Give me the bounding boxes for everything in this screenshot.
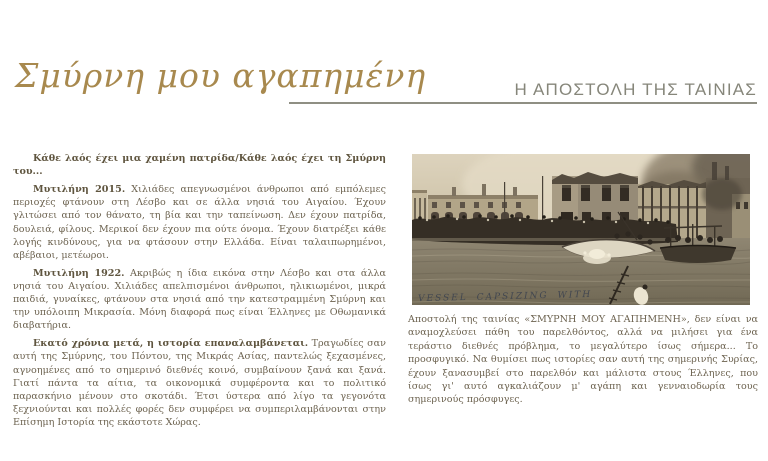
paragraph-lead: Μυτιλήνη 1922. bbox=[33, 267, 125, 279]
paragraph-mytilini-2015 bbox=[13, 183, 386, 262]
photo-illustration bbox=[412, 154, 750, 305]
historical-photo bbox=[412, 154, 750, 305]
page-title-script: Σμύρνη μου αγαπημένη bbox=[15, 56, 427, 95]
left-text-column bbox=[13, 152, 386, 434]
photo-handwritten-caption: VESSEL CAPSIZING WITH bbox=[417, 289, 593, 305]
paragraph-body: Χιλιάδες απεγνωσμένοι άνθρωποι από εμπόλεμες περιοχές φτάνουν στη Λέσβο και σε άλλα νησιά του Αιγαίου. Έχουν γλιτώσει από τον θάνατο, τη βία και την ταπείνωση. Δεν έχουν πατρίδα, δουλειά, φίλους. Μερικοί δεν έχουν πια ούτε όνομα. Έχουν διατρέξει κάθε λογής κινδύνους, για να φτάσουν στην Ελλάδα. Είναι ταλαιπωρημένοι, αβέβαιοι, μετέωροι. bbox=[13, 183, 386, 261]
paragraph-hundred-years bbox=[13, 337, 386, 429]
paragraph-body: Ακριβώς η ίδια εικόνα στην Λέσβο και στα άλλα νησιά του Αιγαίου. Χιλιάδες απελπισμένοι άνθρωποι, ηλικιωμένοι, μικρά παιδιά, γυναίκες, φτάνουν στα νησιά από την κατεστραμμένη Σμύρνη και την υπόλοιπη Μικρασία. Μόνη διαφορά πως είναι Έλληνες με Οθωμανικά διαβατήρια. bbox=[13, 267, 386, 332]
intro-line: Κάθε λαός έχει μια χαμένη πατρίδα/Κάθε λαός έχει τη Σμύρνη του... bbox=[13, 153, 386, 178]
paragraph-lead: Μυτιλήνη 2015. bbox=[33, 183, 126, 195]
paragraph-lead: Εκατό χρόνια μετά, η ιστορία επαναλαμβάνεται. bbox=[33, 338, 309, 350]
mission-paragraph: Αποστολή της ταινίας «ΣΜΥΡΝΗ ΜΟΥ ΑΓΑΠΗΜΕΝΗ», δεν είναι να αναμοχλεύσει πάθη του παρελθόντος, αλλά να μιλήσει για ένα τεράστιο διεθνές πρόβλημα, το μεγαλύτερο ίσως σήμερα... Το προσφυγικό. Να θυμίσει πως ιστορίες σαν αυτή της σημερινής Συρίας, έχουν ξανασυμβεί στο παρελθόν και μάλιστα στους Έλληνες, που ίσως γι' αυτό αγκαλιάζουν μ' αγάπη και γενναιοδωρία τους σημερινούς πρόσφυγες. bbox=[408, 314, 758, 406]
header-rule bbox=[289, 102, 757, 104]
paragraph-mytilini-1922 bbox=[13, 267, 386, 333]
paragraph-body: Τραγωδίες σαν αυτή της Σμύρνης, του Πόντου, της Μικράς Ασίας, παντελώς ξεχασμένες, αγνοημένες από το σημερινό διεθνές κοινό, συμβαίνουν ξανά και ξανά. Γιατί πάντα τα αίτια, τα οικονομικά συμφέροντα και το πολιτικό παρασκήνιο μένουν στο σκοτάδι. Έτσι ύστερα από λίγο τα γεγονότα ξεχνιούνται και πολλές φορές δεν συμφέρει να συμπεριλαμβάνονται στην Επίσημη Ιστορία της εκάστοτε Χώρας. bbox=[13, 338, 386, 429]
section-title: Η ΑΠΟΣΤΟΛΗ ΤΗΣ ΤΑΙΝΙΑΣ bbox=[514, 80, 757, 99]
